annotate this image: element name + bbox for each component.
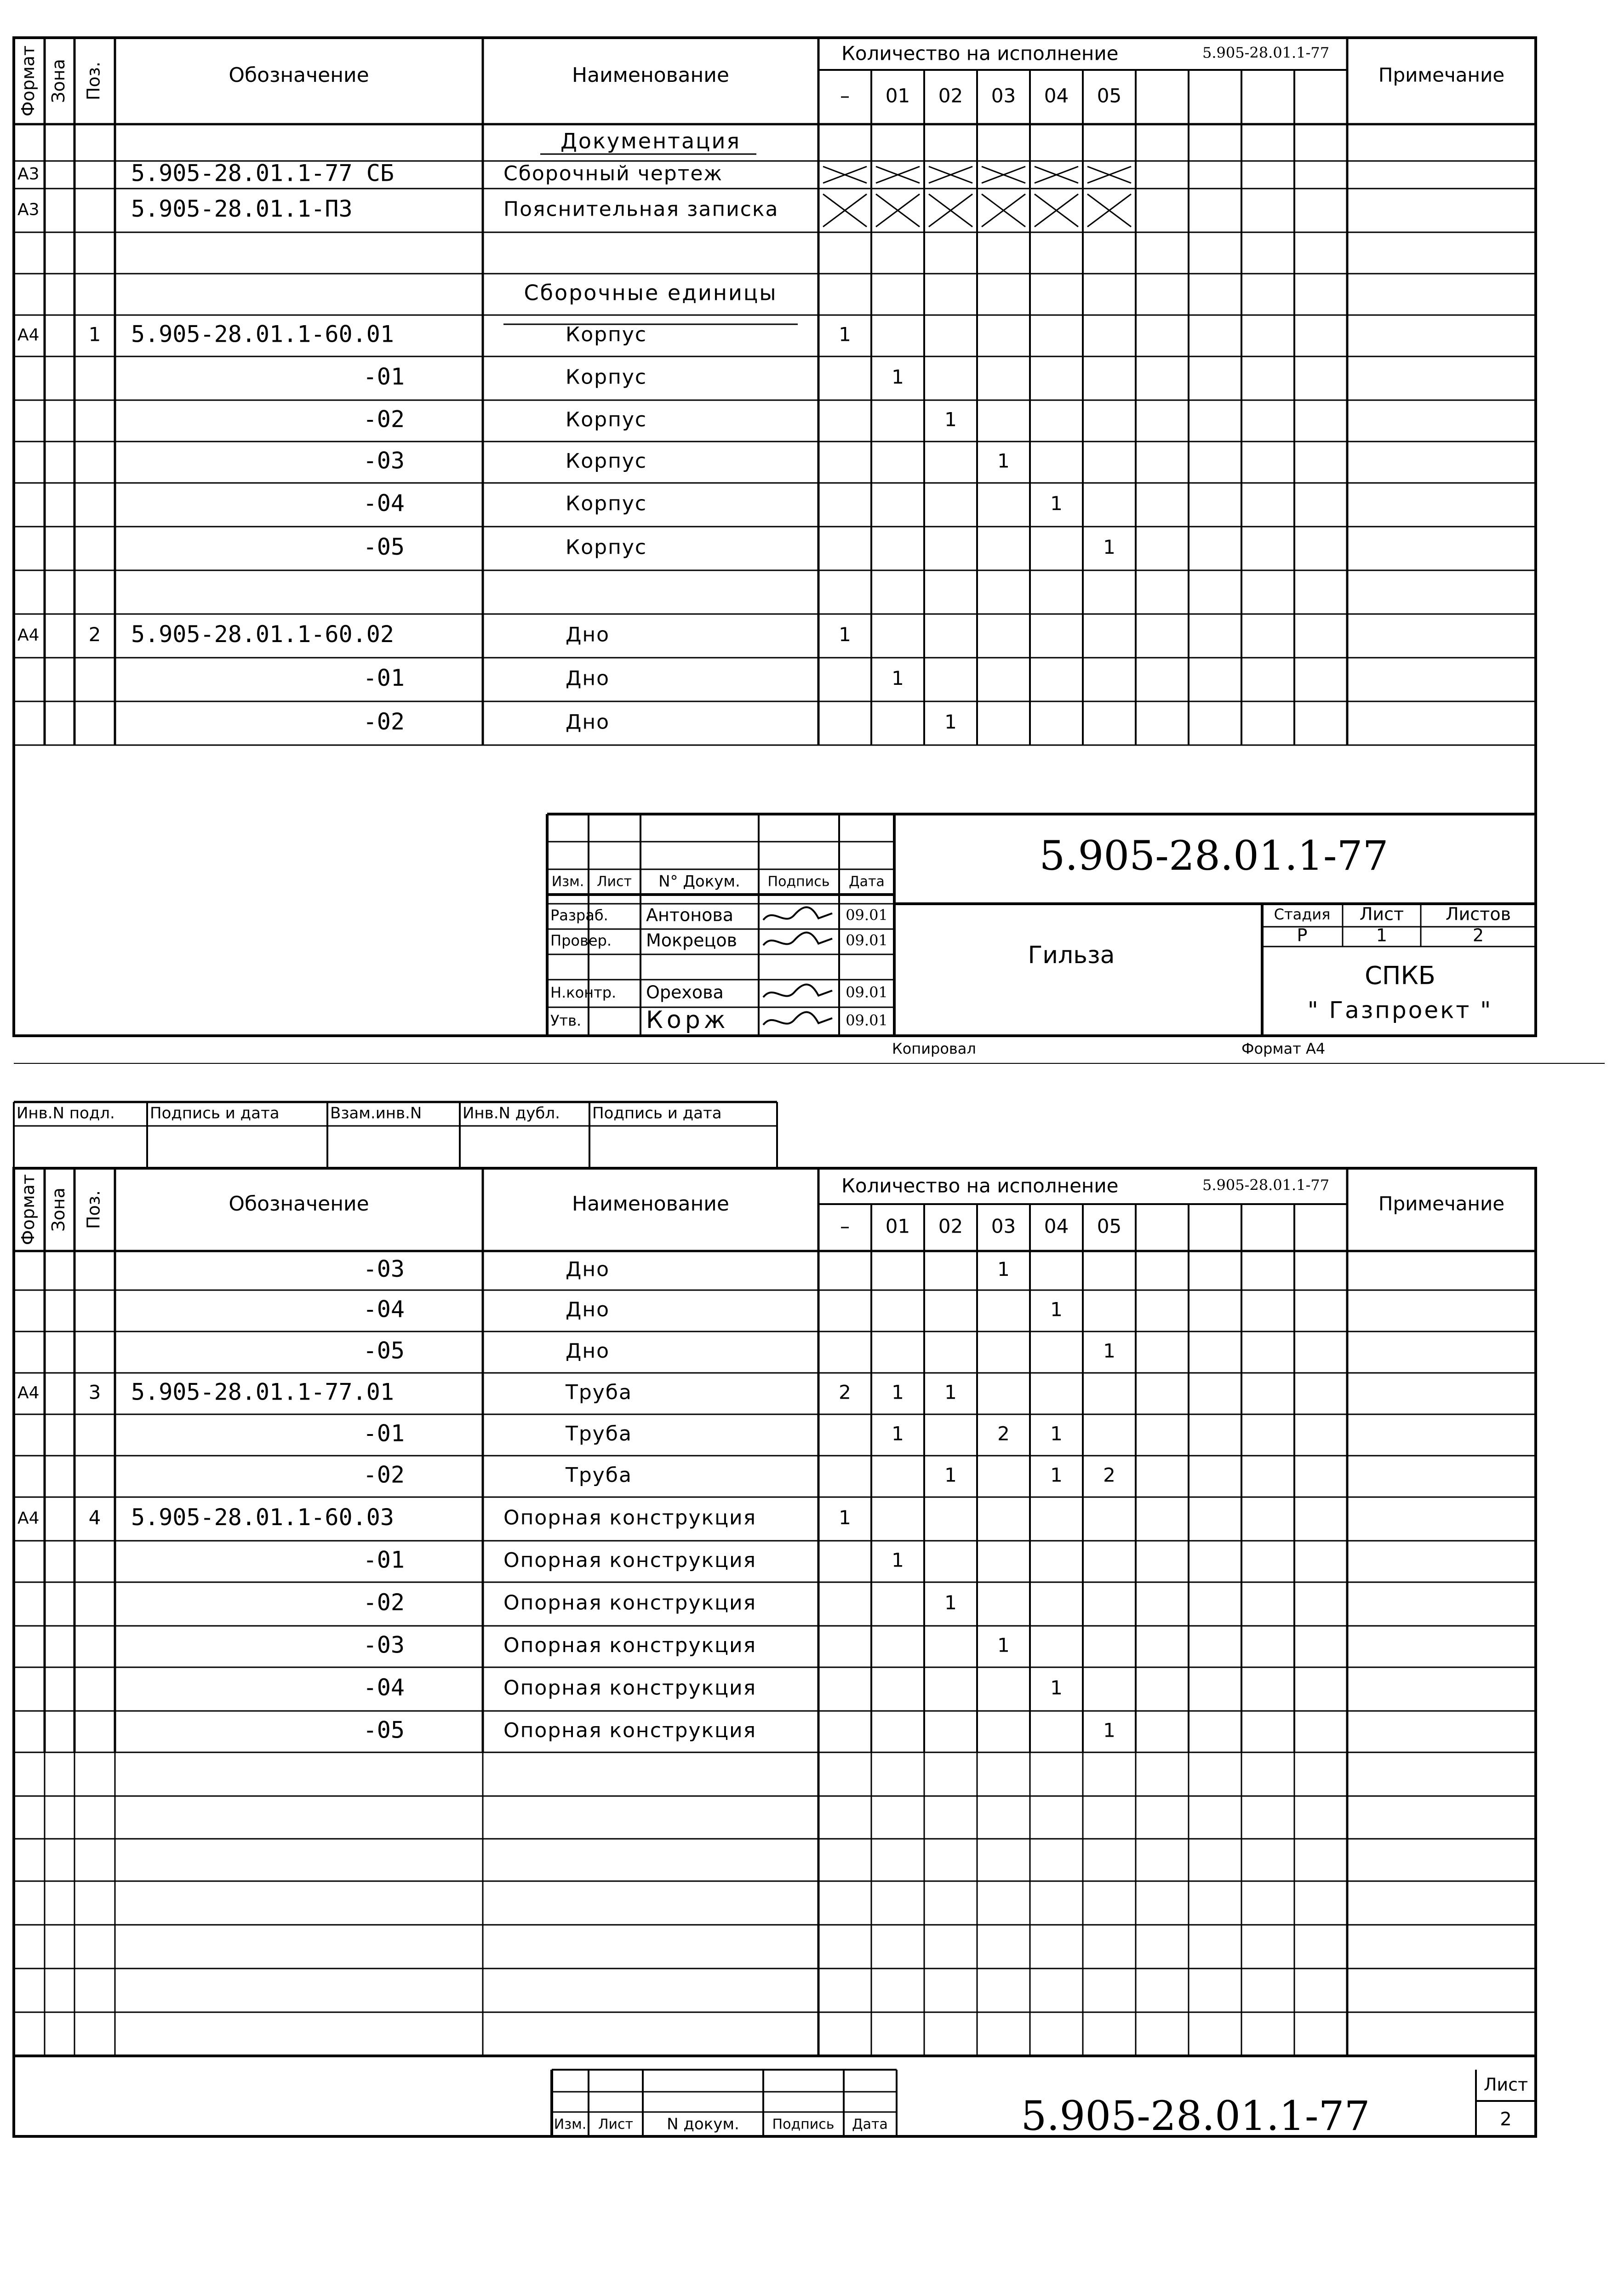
header-note: Примечание	[1378, 1192, 1505, 1215]
row-name: Труба	[566, 1464, 632, 1487]
row-pos: 4	[88, 1506, 101, 1529]
row-designation: -01	[363, 665, 405, 691]
header-qty-code: 5.905-28.01.1-77	[1202, 1176, 1330, 1194]
header-qty-col: 05	[1097, 84, 1122, 107]
header-note: Примечание	[1378, 63, 1505, 86]
header-qty-code: 5.905-28.01.1-77	[1202, 44, 1330, 62]
section-title: Документация	[560, 128, 741, 154]
tb-col-list: Лист	[596, 873, 632, 890]
row-designation: -02	[363, 1461, 405, 1488]
header-qty-col: 04	[1044, 84, 1069, 107]
row-designation: -05	[363, 534, 405, 560]
row-designation: 5.905-28.01.1-77.01	[131, 1378, 394, 1406]
tb-org-2: " Газпроект "	[1307, 997, 1493, 1024]
header-qty-col: 02	[938, 84, 963, 107]
row-qty: 1	[839, 1506, 851, 1529]
row-designation: 5.905-28.01.1-77 СБ	[131, 160, 394, 187]
row-designation: -02	[363, 1589, 405, 1616]
row-qty: 1	[1050, 1676, 1063, 1699]
row-name: Опорная конструкция	[503, 1719, 757, 1742]
tb-date: 09.01	[846, 906, 888, 924]
row-name: Опорная конструкция	[503, 1591, 757, 1615]
row-qty: 1	[944, 408, 957, 431]
header-zone: Зона	[48, 1188, 69, 1232]
doc-code: 5.905-28.01.1-77	[1039, 832, 1389, 879]
header-qty-col: 01	[885, 1215, 910, 1238]
tb-role: Разраб.	[550, 907, 608, 924]
row-designation: -02	[363, 708, 405, 735]
row-qty: 1	[944, 1591, 957, 1614]
side-strip-label: Инв.N дубл.	[463, 1104, 560, 1123]
row-format: А3	[17, 165, 40, 184]
header-qty-title: Количество на исполнение	[841, 42, 1119, 65]
header-qty-col: 01	[885, 84, 910, 107]
row-name: Пояснительная записка	[503, 197, 779, 221]
row-designation: -03	[363, 447, 405, 474]
row-name: Опорная конструкция	[503, 1506, 757, 1530]
row-qty: 1	[1103, 536, 1115, 558]
row-designation: -01	[363, 363, 405, 390]
header-name: Наименование	[572, 1192, 729, 1216]
row-designation: -03	[363, 1256, 405, 1282]
row-qty: 1	[944, 711, 957, 733]
row-qty: 1	[1050, 492, 1063, 515]
row-name: Дно	[566, 1298, 610, 1321]
tb-sheet: 1	[1376, 925, 1388, 946]
row-name: Корпус	[566, 449, 647, 473]
row-qty: 1	[892, 366, 904, 388]
row-qty: 1	[892, 667, 904, 689]
doc-title: Гильза	[1028, 941, 1115, 969]
row-designation: 5.905-28.01.1-ПЗ	[131, 195, 353, 222]
row-designation: 5.905-28.01.1-60.03	[131, 1504, 394, 1531]
row-name: Дно	[566, 666, 610, 690]
row-name: Дно	[566, 710, 610, 734]
footer-format: Формат А4	[1241, 1040, 1326, 1057]
row-designation: -05	[363, 1337, 405, 1364]
footer-copied: Копировал	[892, 1040, 976, 1057]
tb-col-izm: Изм.	[554, 2116, 587, 2133]
row-qty: 1	[1050, 1422, 1063, 1445]
row-designation: -04	[363, 1296, 405, 1323]
header-qty-col: 04	[1044, 1215, 1069, 1238]
row-name: Опорная конструкция	[503, 1634, 757, 1657]
side-strip-label: Инв.N подл.	[17, 1104, 115, 1123]
row-qty: 1	[892, 1422, 904, 1445]
row-designation: -02	[363, 406, 405, 433]
header-pos: Поз.	[83, 61, 104, 101]
row-name: Корпус	[566, 365, 647, 389]
tb-sheet: 2	[1500, 2109, 1512, 2130]
tb-stage-label: Стадия	[1274, 906, 1331, 923]
tb-col-date: Дата	[852, 2116, 888, 2133]
tb-role: Провер.	[550, 932, 612, 949]
row-qty: 1	[997, 449, 1010, 472]
row-qty: 2	[839, 1381, 851, 1404]
row-name: Дно	[566, 1257, 610, 1281]
tb-col-doc: N° Докум.	[658, 872, 740, 891]
section-title: Сборочные единицы	[524, 280, 778, 305]
row-qty: 2	[997, 1422, 1010, 1445]
tb-role: Н.контр.	[550, 984, 617, 1001]
header-name: Наименование	[572, 63, 729, 87]
header-qty-col: 03	[991, 1215, 1016, 1238]
tb-col-izm: Изм.	[551, 873, 584, 890]
side-strip-label: Подпись и дата	[592, 1104, 722, 1123]
row-name: Дно	[566, 623, 610, 647]
header-qty-col: 03	[991, 84, 1016, 107]
header-zone: Зона	[48, 59, 69, 103]
row-qty: 1	[997, 1258, 1010, 1280]
header-qty-col: –	[840, 1215, 850, 1238]
row-name: Корпус	[566, 408, 647, 431]
header-designation: Обозначение	[229, 1192, 369, 1216]
row-qty: 2	[1103, 1464, 1115, 1486]
row-qty: 1	[997, 1634, 1010, 1657]
row-designation: -01	[363, 1546, 405, 1573]
header-format: Формат	[18, 1174, 38, 1245]
sheet-frame	[14, 1168, 1536, 2136]
row-qty: 1	[892, 1549, 904, 1572]
header-pos: Поз.	[83, 1190, 104, 1229]
tb-person: Корж	[646, 1006, 729, 1034]
row-name: Дно	[566, 1339, 610, 1363]
tb-sheets-label: Листов	[1446, 904, 1511, 924]
row-format: А4	[17, 1383, 40, 1402]
row-designation: -03	[363, 1631, 405, 1659]
row-qty: 1	[839, 623, 851, 646]
row-qty: 1	[839, 323, 851, 346]
row-qty: 1	[1050, 1464, 1063, 1486]
row-qty: 1	[1050, 1298, 1063, 1321]
row-format: А3	[17, 200, 40, 219]
tb-col-list: Лист	[598, 2116, 634, 2133]
row-pos: 1	[88, 323, 101, 346]
row-format: А4	[17, 326, 40, 344]
header-qty-col: –	[840, 84, 850, 107]
tb-col-doc: N докум.	[667, 2115, 739, 2134]
row-pos: 3	[88, 1381, 101, 1404]
tb-person: Антонова	[646, 905, 733, 925]
tb-date: 09.01	[846, 983, 888, 1001]
row-qty: 1	[944, 1381, 957, 1404]
header-qty-col: 02	[938, 1215, 963, 1238]
row-name: Опорная конструкция	[503, 1549, 757, 1572]
tb-date: 09.01	[846, 931, 888, 949]
row-name: Труба	[566, 1422, 632, 1446]
side-strip-label: Подпись и дата	[150, 1104, 280, 1123]
tb-sheet-label: Лист	[1359, 904, 1404, 924]
row-qty: 1	[944, 1464, 957, 1486]
row-designation: 5.905-28.01.1-60.01	[131, 321, 394, 348]
row-name: Корпус	[566, 535, 647, 559]
side-strip-label: Взам.инв.N	[330, 1104, 422, 1123]
row-name: Опорная конструкция	[503, 1676, 757, 1700]
tb-date: 09.01	[846, 1011, 888, 1029]
tb-stage: Р	[1297, 925, 1308, 946]
row-qty: 1	[1103, 1339, 1115, 1362]
tb-col-date: Дата	[849, 873, 885, 890]
row-format: А4	[17, 1509, 40, 1528]
row-designation: -04	[363, 490, 405, 517]
row-name: Труба	[566, 1381, 632, 1404]
tb-person: Мокрецов	[646, 930, 737, 951]
header-qty-title: Количество на исполнение	[841, 1174, 1119, 1197]
header-qty-col: 05	[1097, 1215, 1122, 1238]
tb-org-1: СПКБ	[1365, 961, 1435, 990]
row-designation: -05	[363, 1716, 405, 1744]
row-designation: -01	[363, 1420, 405, 1447]
row-name: Корпус	[566, 492, 647, 516]
tb-col-sign: Подпись	[772, 2116, 835, 2133]
row-designation: -04	[363, 1674, 405, 1701]
doc-code: 5.905-28.01.1-77	[1021, 2092, 1370, 2140]
tb-person: Орехова	[646, 982, 724, 1003]
tb-col-sign: Подпись	[767, 873, 830, 890]
tb-sheet-label: Лист	[1483, 2074, 1528, 2095]
row-qty: 1	[892, 1381, 904, 1404]
row-qty: 1	[1103, 1719, 1115, 1742]
row-pos: 2	[88, 623, 101, 646]
row-designation: 5.905-28.01.1-60.02	[131, 621, 394, 648]
tb-role: Утв.	[550, 1012, 582, 1029]
tb-sheets: 2	[1472, 925, 1484, 946]
row-name: Корпус	[566, 323, 647, 346]
header-format: Формат	[18, 45, 38, 117]
header-designation: Обозначение	[229, 63, 369, 87]
row-format: А4	[17, 626, 40, 645]
row-name: Сборочный чертеж	[503, 162, 723, 185]
